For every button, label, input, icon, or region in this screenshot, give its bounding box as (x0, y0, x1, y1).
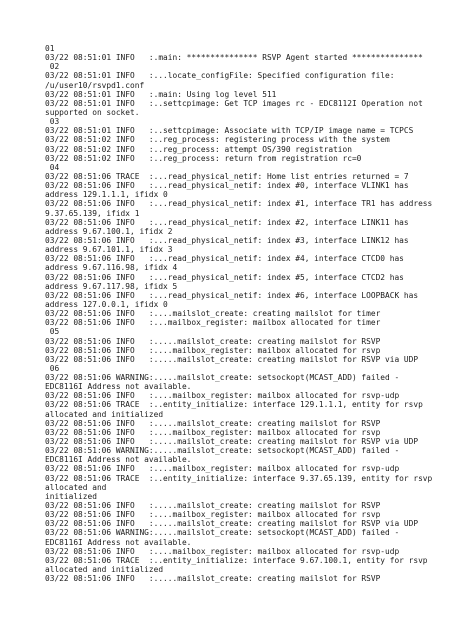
log-line: 03/22 08:51:01 INFO :.main: *************** RSVP Agent started *************** (45, 53, 423, 63)
log-line: 03/22 08:51:01 INFO :..settcpimage: Get TCP images rc - EDC8112I Operation not (45, 98, 423, 108)
log-line: 01 (45, 44, 55, 53)
log-line: address 129.1.1.1, ifidx 0 (45, 190, 168, 200)
log-line: allocated and initialized (45, 565, 164, 575)
log-line: initialized (45, 491, 97, 501)
log-line: allocated and initialized (45, 409, 164, 419)
log-line: 03/22 08:51:01 INFO :..settcpimage: Associate with TCP/IP image name = TCPCS (45, 126, 414, 136)
log-line: 04 (45, 162, 60, 172)
log-line: 03/22 08:51:06 WARNING:.....mailslot_create: setsockopt(MCAST_ADD) failed - (45, 528, 400, 538)
log-line: 03/22 08:51:02 INFO :..reg_process: attempt OS/390 registration (45, 144, 352, 154)
log-line: 03/22 08:51:06 INFO :.....mailslot_create: creating mailslot for RSVP (45, 418, 381, 428)
log-line: 03/22 08:51:06 INFO :...read_physical_netif: index #0, interface VLINK1 has (45, 181, 409, 191)
log-line: 9.37.65.139, ifidx 1 (45, 208, 140, 218)
log-line: 03/22 08:51:06 INFO :...read_physical_netif: index #4, interface CTCD0 has (45, 254, 404, 264)
log-line: 03/22 08:51:06 INFO :.....mailslot_create: creating mailslot for RSVP via UDP (45, 437, 419, 447)
log-line: supported on socket. (45, 107, 140, 117)
log-line: 03/22 08:51:06 INFO :....mailbox_register: mailbox allocated for rsvp (45, 345, 381, 355)
log-line: EDC8116I Address not available. (45, 537, 192, 547)
log-line: 03/22 08:51:06 INFO :...read_physical_netif: index #1, interface TR1 has address (45, 199, 433, 209)
log-line: 03/22 08:51:06 INFO :.....mailslot_create: creating mailslot for RSVP via UDP (45, 354, 419, 364)
log-line: 03/22 08:51:06 INFO :....mailbox_register: mailbox allocated for rsvp-udp (45, 546, 400, 556)
log-line: 03/22 08:51:06 INFO :....mailslot_create: creating mailslot for timer (45, 309, 381, 319)
log-line: 03/22 08:51:06 TRACE :..entity_initialize: interface 9.67.100.1, entity for rsvp (45, 555, 428, 565)
log-line: 06 (45, 363, 60, 373)
log-line: 03/22 08:51:06 INFO :...mailbox_register: mailbox allocated for timer (45, 318, 381, 328)
log-line: 03/22 08:51:01 INFO :.main: Using log level 511 (45, 89, 277, 99)
log-line: 03/22 08:51:06 INFO :.....mailslot_create: creating mailslot for RSVP (45, 336, 381, 346)
log-line: 03/22 08:51:06 INFO :...read_physical_netif: index #2, interface LINK11 has (45, 217, 409, 227)
log-line: 03/22 08:51:06 INFO :.....mailslot_create: creating mailslot for RSVP via UDP (45, 519, 419, 529)
log-line: 03/22 08:51:06 TRACE :..entity_initialize: interface 9.37.65.139, entity for rsvp (45, 473, 433, 483)
log-line: 03/22 08:51:06 INFO :....mailbox_register: mailbox allocated for rsvp (45, 427, 381, 437)
log-line: 03/22 08:51:06 TRACE :..entity_initialize: interface 129.1.1.1, entity for rsvp (45, 400, 423, 410)
log-line: allocated and (45, 482, 107, 492)
log-line: 03/22 08:51:06 INFO :.....mailslot_create: creating mailslot for RSVP (45, 501, 381, 511)
log-line: 03/22 08:51:01 INFO :...locate_configFile: Specified configuration file: (45, 71, 395, 81)
log-line: 05 (45, 327, 60, 337)
log-line: address 9.67.101.1, ifidx 3 (45, 245, 173, 255)
log-line: /u/user10/rsvpd1.conf (45, 80, 145, 90)
log-line: EDC8116I Address not available. (45, 382, 192, 392)
log-line: 03/22 08:51:02 INFO :..reg_process: return from registration rc=0 (45, 153, 362, 163)
log-line: 03/22 08:51:06 INFO :...read_physical_netif: index #3, interface LINK12 has (45, 235, 409, 245)
log-line: 03 (45, 117, 60, 127)
log-line: 03/22 08:51:02 INFO :..reg_process: registering process with the system (45, 135, 390, 145)
log-line: 02 (45, 62, 60, 72)
log-line: address 9.67.117.98, ifidx 5 (45, 281, 178, 291)
log-line: address 9.67.116.98, ifidx 4 (45, 263, 178, 273)
log-line: address 9.67.100.1, ifidx 2 (45, 226, 173, 236)
log-line: 03/22 08:51:06 WARNING:.....mailslot_create: setsockopt(MCAST_ADD) failed - (45, 373, 400, 383)
log-line: 03/22 08:51:06 INFO :.....mailslot_create: creating mailslot for RSVP (45, 574, 381, 584)
log-line: 03/22 08:51:06 INFO :...read_physical_netif: index #6, interface LOOPBACK has (45, 290, 419, 300)
log-line: 03/22 08:51:06 INFO :....mailbox_register: mailbox allocated for rsvp (45, 510, 381, 520)
log-line: 03/22 08:51:06 WARNING:.....mailslot_create: setsockopt(MCAST_ADD) failed - (45, 446, 400, 456)
log-line: 03/22 08:51:06 INFO :....mailbox_register: mailbox allocated for rsvp-udp (45, 391, 400, 401)
log-line: EDC8116I Address not available. (45, 455, 192, 465)
log-line: 03/22 08:51:06 INFO :....mailbox_register: mailbox allocated for rsvp-udp (45, 464, 400, 474)
log-line: 03/22 08:51:06 TRACE :...read_physical_netif: Home list entries returned = 7 (45, 171, 409, 181)
rsvp-log-text (45, 44, 454, 583)
log-line: address 127.0.0.1, ifidx 0 (45, 299, 168, 309)
log-line: 03/22 08:51:06 INFO :...read_physical_netif: index #5, interface CTCD2 has (45, 272, 404, 282)
